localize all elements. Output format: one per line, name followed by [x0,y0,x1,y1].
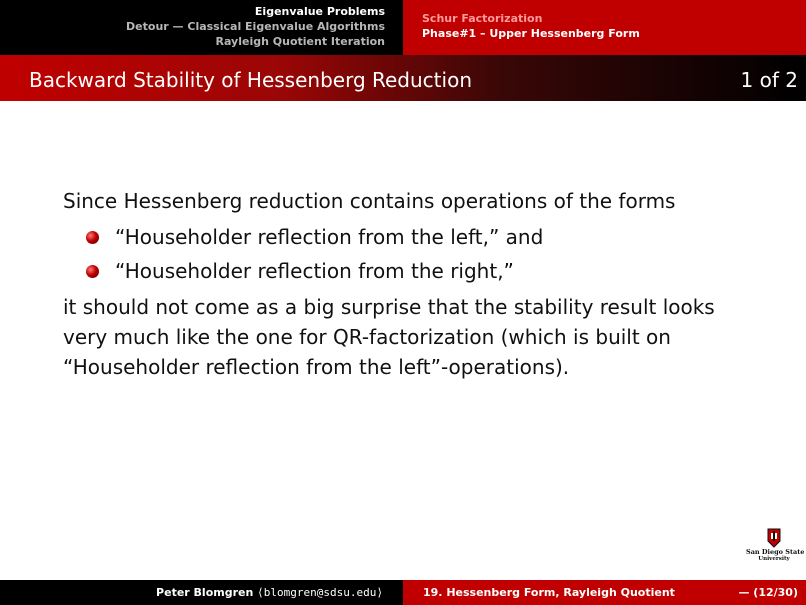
bullet-ball-icon [86,231,99,244]
frame-title-bar [0,55,806,101]
nav-subsection-hessenberg[interactable]: Phase#1 – Upper Hessenberg Form [422,27,640,40]
header-navigation [0,0,806,55]
nav-subsection-schur[interactable]: Schur Factorization [422,12,543,25]
footer-page-number: — (12/30) [738,586,798,599]
sdsu-logo-icon [766,528,782,548]
footer-author: Peter Blomgren [156,586,254,599]
section-navigation [0,0,403,55]
footer-author-block [0,580,403,605]
footer-lecture-block [403,580,806,605]
bullet-text: “Householder reflection from the right,” [115,259,514,283]
intro-text: Since Hessenberg reduction contains operations of the forms [63,189,676,213]
logo-line-university: University [758,556,790,562]
footer-bar [0,580,806,605]
nav-section-rayleigh[interactable]: Rayleigh Quotient Iteration [215,35,385,48]
conclusion-text: it should not come as a big surprise that the stability result looks very much like the one for QR-factorization (which is built on “Householder reflection from the left”-operations). [63,295,715,379]
nav-section-detour[interactable]: Detour — Classical Eigenvalue Algorithms [126,20,385,33]
frame-title: Backward Stability of Hessenberg Reduction [29,68,472,92]
logo-line-name: San Diego State [746,548,805,556]
nav-section-eigenvalue-problems[interactable]: Eigenvalue Problems [254,5,385,18]
footer-lecture-title[interactable]: 19. Hessenberg Form, Rayleigh Quotient [423,586,675,599]
bullet-ball-icon [86,265,99,278]
bullet-list [63,220,763,288]
bullet-text: “Householder reflection from the left,” and [115,225,544,249]
frame-count: 1 of 2 [740,68,798,92]
list-item [63,254,763,288]
footer-email[interactable]: ⟨blomgren@sdsu.edu⟩ [257,586,383,599]
subsection-navigation [403,0,806,55]
slide-content [63,186,763,382]
university-logo [746,528,805,568]
list-item [63,220,763,254]
